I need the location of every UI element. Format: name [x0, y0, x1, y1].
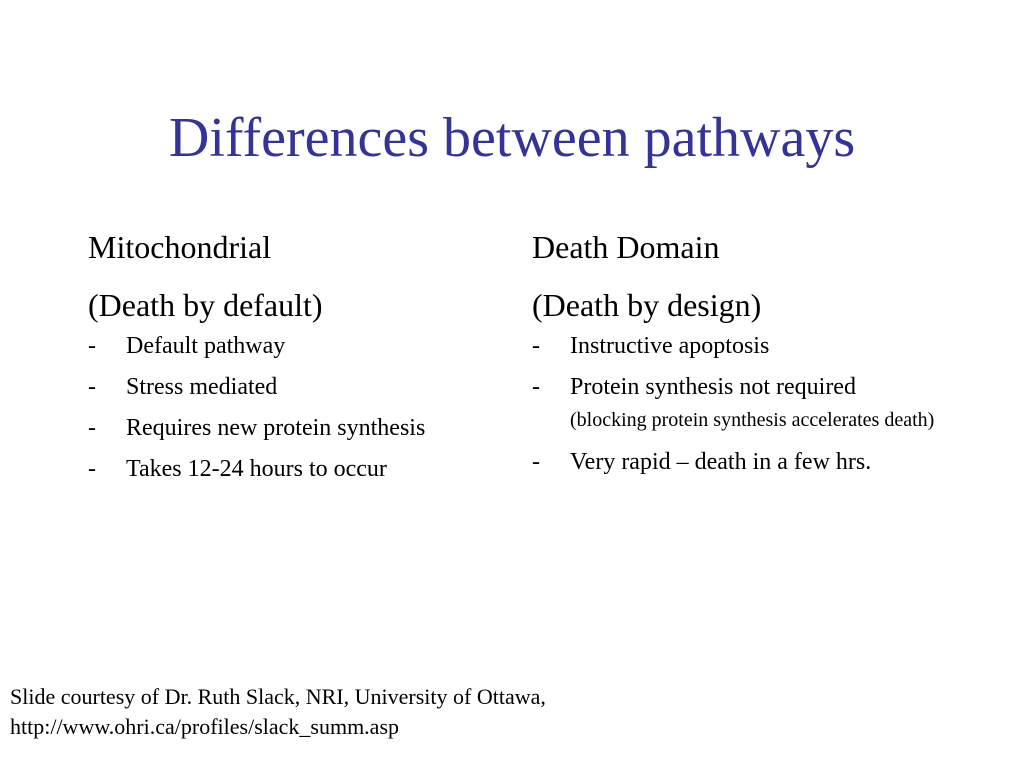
slide-credit	[10, 682, 546, 742]
list-item	[88, 373, 528, 401]
right-bullet-list	[532, 332, 992, 476]
bullet-dash: -	[532, 449, 540, 475]
left-column-heading: Mitochondrial	[88, 229, 272, 265]
bullet-dash: -	[532, 374, 540, 400]
list-item-text: Stress mediated	[126, 374, 278, 400]
left-bullet-list	[88, 332, 528, 483]
list-item-text: Instructive apoptosis	[570, 333, 770, 359]
death-domain-column	[532, 228, 992, 489]
right-column-subheading: (Death by design)	[532, 287, 762, 323]
bullet-dash: -	[88, 374, 96, 400]
list-item-text: Takes 12-24 hours to occur	[126, 456, 387, 482]
list-item	[532, 448, 992, 476]
list-item-note: (blocking protein synthesis accelerates death)	[570, 409, 935, 431]
list-item	[88, 455, 528, 483]
list-item-text: Default pathway	[126, 333, 286, 359]
list-item	[88, 414, 528, 442]
list-item-text: Requires new protein synthesis	[126, 415, 426, 441]
credit-url: http://www.ohri.ca/profiles/slack_summ.asp	[10, 714, 400, 739]
bullet-dash: -	[88, 456, 96, 482]
list-item	[532, 373, 992, 435]
left-column-subheading: (Death by default)	[88, 287, 323, 323]
list-item	[88, 332, 528, 360]
bullet-dash: -	[532, 333, 540, 359]
list-item	[532, 332, 992, 360]
list-item-text: Very rapid – death in a few hrs.	[570, 449, 872, 475]
bullet-dash: -	[88, 415, 96, 441]
credit-line: Slide courtesy of Dr. Ruth Slack, NRI, University of Ottawa,	[10, 684, 546, 709]
slide-title: Differences between pathways	[168, 107, 856, 169]
right-column-heading: Death Domain	[532, 229, 720, 265]
mitochondrial-column	[88, 228, 528, 496]
list-item-text: Protein synthesis not required	[570, 374, 856, 400]
bullet-dash: -	[88, 333, 96, 359]
